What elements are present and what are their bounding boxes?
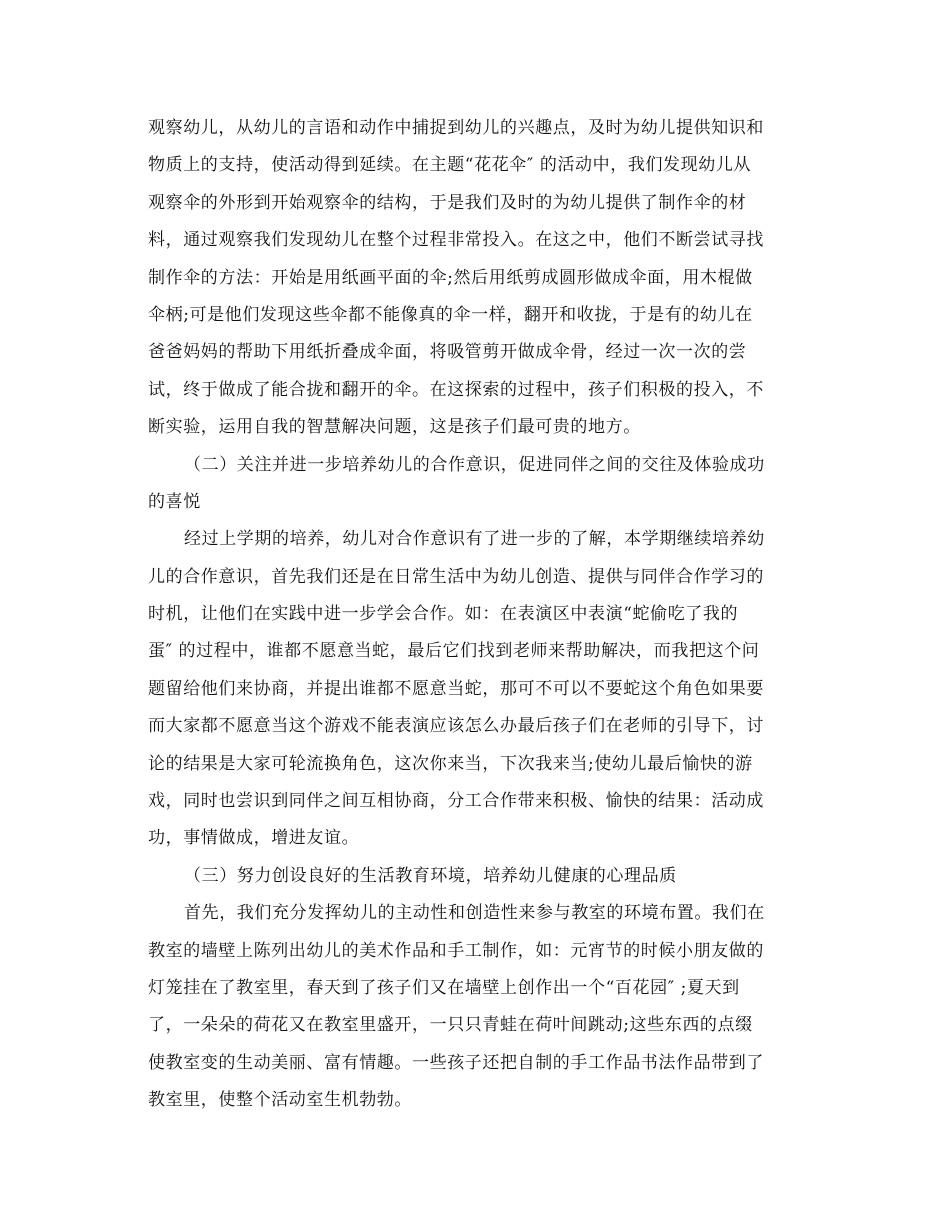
text-line: 蛋″ 的过程中，谁都不愿意当蛇，最后它们找到老师来帮助解决，而我把这个问 [148, 641, 760, 662]
text-line: 戏，同时也尝识到同伴之间互相协商，分工合作带来积极、愉快的结果：活动成 [148, 791, 764, 812]
text-line: 论的结果是大家可轮流换角色，这次你来当，下次我来当;使幼儿最后愉快的游 [148, 753, 753, 774]
text-line: 料，通过观察我们发现幼儿在整个过程非常投入。在这之中，他们不断尝试寻找 [148, 230, 764, 251]
text-line: 教室的墙壁上陈列出幼儿的美术作品和手工制作，如：元宵节的时候小朋友做的 [148, 940, 764, 961]
text-line: 断实验，运用自我的智慧解决问题，这是孩子们最可贵的地方。 [148, 417, 641, 438]
text-line: 而大家都不愿意当这个游戏不能表演应该怎么办最后孩子们在老师的引导下，讨 [148, 716, 764, 737]
text-line: （二）关注并进一步培养幼儿的合作意识，促进同伴之间的交往及体验成功 [184, 454, 765, 475]
text-line: 观察幼儿，从幼儿的言语和动作中捕捉到幼儿的兴趣点，及时为幼儿提供知识和 [148, 118, 764, 138]
text-line: 教室里，使整个活动室生机勃勃。 [148, 1090, 412, 1111]
document-body [148, 110, 808, 1120]
text-line: 灯笼挂在了教室里，春天到了孩子们又在墙壁上创作出一个“百花园″ ;夏天到 [148, 977, 740, 998]
text-line: 首先，我们充分发挥幼儿的主动性和创造性来参与教室的环境布置。我们在 [184, 903, 765, 924]
text-line: 的喜悦 [148, 491, 201, 512]
text-line: 了，一朵朵的荷花又在教室里盛开，一只只青蛙在荷叶间跳动;这些东西的点缀 [148, 1015, 753, 1036]
text-line: 制作伞的方法：开始是用纸画平面的伞;然后用纸剪成圆形做成伞面，用木棍做 [148, 267, 753, 288]
text-line: 试，终于做成了能合拢和翻开的伞。在这探索的过程中，孩子们积极的投入，不 [148, 379, 764, 400]
text-line: 伞柄;可是他们发现这些伞都不能像真的伞一样，翻开和收拢，于是有的幼儿在 [148, 304, 753, 325]
text-line: 儿的合作意识，首先我们还是在日常生活中为幼儿创造、提供与同伴合作学习的 [148, 566, 764, 587]
text-line: （三）努力创设良好的生活教育环境，培养幼儿健康的心理品质 [184, 865, 677, 886]
text-line: 经过上学期的培养，幼儿对合作意识有了进一步的了解，本学期继续培养幼 [184, 529, 765, 550]
text-line: 观察伞的外形到开始观察伞的结构，于是我们及时的为幼儿提供了制作伞的材 [148, 192, 747, 213]
text-line: 功，事情做成，增进友谊。 [148, 828, 360, 849]
text-line: 物质上的支持，使活动得到延续。在主题“花花伞″ 的活动中，我们发现幼儿从 [148, 155, 752, 176]
text-line: 爸爸妈妈的帮助下用纸折叠成伞面，将吸管剪开做成伞骨，经过一次一次的尝 [148, 342, 747, 363]
text-line: 题留给他们来协商，并提出谁都不愿意当蛇，那可不可以不要蛇这个角色如果要 [148, 678, 764, 699]
text-line: 使教室变的生动美丽、富有情趣。一些孩子还把自制的手工作品书法作品带到了 [148, 1052, 764, 1073]
text-line: 时机，让他们在实践中进一步学会合作。如：在表演区中表演“蛇偷吃了我的 [148, 604, 739, 625]
